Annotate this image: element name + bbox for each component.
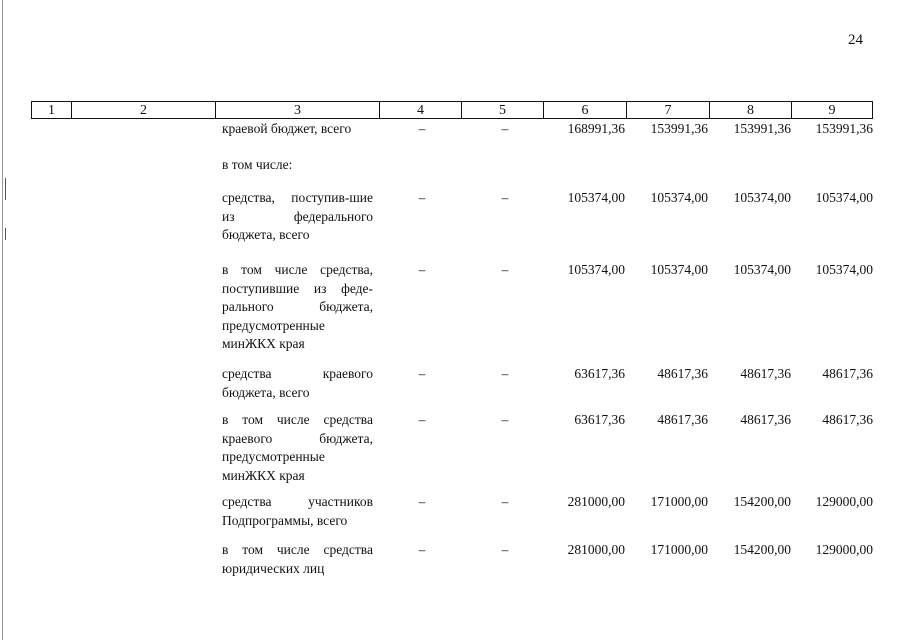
cell-col8: 105374,00 — [733, 262, 791, 277]
header-cell-3: 3 — [216, 102, 380, 118]
cell-col8: 48617,36 — [740, 366, 791, 381]
scan-edge-mark — [2, 0, 3, 640]
row-label: средства, поступив-шие из федерального бюджета, всего — [222, 190, 373, 242]
cell-col6: 281000,00 — [567, 542, 625, 557]
row-label: в том числе средства краевого бюджета, предусмотренные минЖКХ края — [222, 412, 373, 483]
header-cell-9: 9 — [828, 103, 836, 118]
row-label: в том числе средства юридических лиц — [222, 542, 373, 576]
cell-col6: 63617,36 — [574, 412, 625, 427]
cell-col9: 129000,00 — [815, 494, 873, 509]
page-number: 24 — [848, 32, 863, 48]
scan-edge-mark — [5, 228, 6, 240]
cell-col7: 48617,36 — [657, 366, 708, 381]
cell-col5: – — [501, 121, 509, 136]
header-cell-5: 5 — [462, 102, 544, 118]
cell-col4: – — [418, 494, 426, 509]
table-header-row — [31, 101, 873, 119]
cell-col6: 105374,00 — [567, 262, 625, 277]
row-label: в том числе: — [222, 157, 293, 172]
cell-col9: 105374,00 — [815, 190, 873, 205]
cell-col9: 129000,00 — [815, 542, 873, 557]
header-cell-7: 7 — [627, 102, 710, 118]
cell-col6: 105374,00 — [567, 190, 625, 205]
header-cell-6: 6 — [544, 102, 627, 118]
cell-col7: 171000,00 — [650, 542, 708, 557]
cell-col4: – — [418, 366, 426, 381]
cell-col5: – — [501, 494, 509, 509]
row-label: средства краевого бюджета, всего — [222, 366, 373, 400]
cell-col4: – — [418, 121, 426, 136]
cell-col5: – — [501, 412, 509, 427]
cell-col7: 105374,00 — [650, 262, 708, 277]
header-cell-2: 2 — [72, 102, 216, 118]
row-label: краевой бюджет, всего — [222, 121, 352, 136]
cell-col5: – — [501, 190, 509, 205]
cell-col8: 48617,36 — [740, 412, 791, 427]
header-cell-1: 1 — [32, 102, 72, 118]
cell-col6: 281000,00 — [567, 494, 625, 509]
cell-col9: 105374,00 — [815, 262, 873, 277]
cell-col4: – — [418, 542, 426, 557]
scan-edge-mark — [5, 178, 6, 200]
cell-col4: – — [418, 412, 426, 427]
row-label: в том числе средства, поступившие из феде-рального бюджета, предусмотренные минЖКХ края — [222, 262, 373, 351]
cell-col4: – — [418, 190, 426, 205]
cell-col9: 48617,36 — [822, 366, 873, 381]
cell-col6: 63617,36 — [574, 366, 625, 381]
cell-col4: – — [418, 262, 426, 277]
header-cell-8: 8 — [710, 102, 792, 118]
cell-col5: – — [501, 366, 509, 381]
row-label: средства участников Подпрограммы, всего — [222, 494, 373, 528]
cell-col7: 48617,36 — [657, 412, 708, 427]
cell-col9: 48617,36 — [822, 412, 873, 427]
cell-col5: – — [501, 262, 509, 277]
cell-col9: 153991,36 — [815, 121, 873, 136]
cell-col6: 168991,36 — [567, 121, 625, 136]
cell-col8: 154200,00 — [733, 542, 791, 557]
cell-col8: 153991,36 — [733, 121, 791, 136]
cell-col7: 105374,00 — [650, 190, 708, 205]
cell-col7: 171000,00 — [650, 494, 708, 509]
header-cell-4: 4 — [380, 102, 462, 118]
cell-col5: – — [501, 542, 509, 557]
cell-col8: 105374,00 — [733, 190, 791, 205]
cell-col8: 154200,00 — [733, 494, 791, 509]
cell-col7: 153991,36 — [650, 121, 708, 136]
